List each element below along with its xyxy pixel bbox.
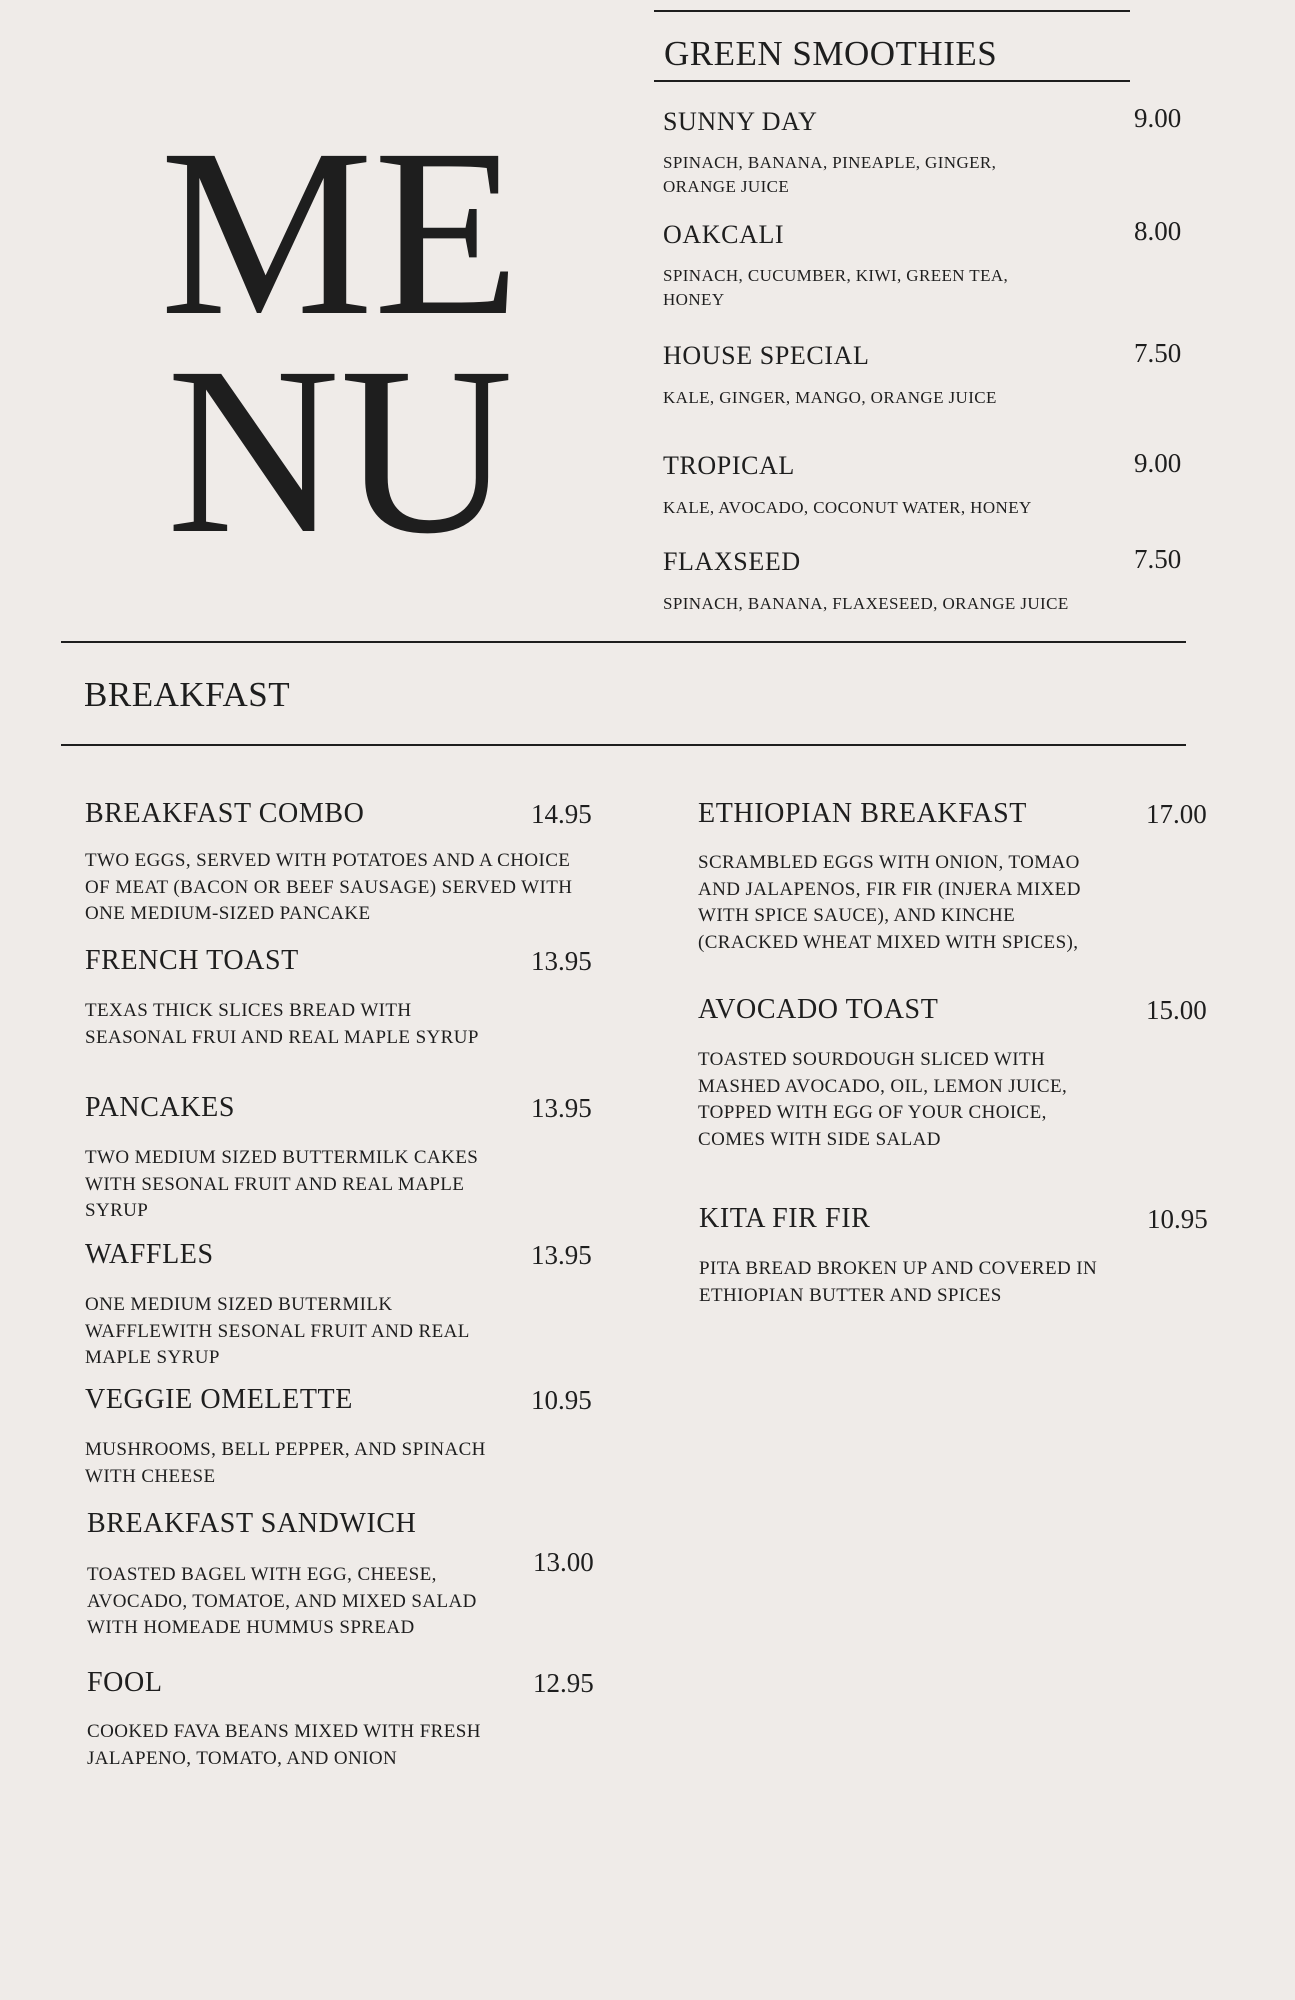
item-name: OAKCALI	[663, 220, 785, 249]
item-description: TOASTED BAGEL WITH EGG, CHEESE, AVOCADO, TOMATOE, AND MIXED SALAD WITH HOMEADE HUMMUS SPREAD	[87, 1564, 477, 1638]
item-price: 10.95	[531, 1385, 592, 1415]
item-description: SPINACH, BANANA, FLAXESEED, ORANGE JUICE	[663, 594, 1069, 613]
item-name: HOUSE SPECIAL	[663, 341, 870, 370]
item-description: PITA BREAD BROKEN UP AND COVERED IN ETHIOPIAN BUTTER AND SPICES	[699, 1258, 1098, 1306]
breakfast-title-rule	[61, 744, 1186, 746]
item-name: ETHIOPIAN BREAKFAST	[698, 798, 1027, 829]
item-description: SPINACH, BANANA, PINEAPLE, GINGER, ORANGE JUICE	[663, 153, 997, 196]
smoothies-top-rule	[654, 10, 1130, 12]
item-price: 13.95	[531, 946, 592, 976]
item-name: FOOL	[87, 1667, 163, 1698]
item-price: 8.00	[1134, 216, 1182, 246]
menu-title-line1: ME	[160, 99, 520, 365]
item-description: SCRAMBLED EGGS WITH ONION, TOMAO AND JALAPENOS, FIR FIR (INJERA MIXED WITH SPICE SAUCE), AND KINCHE (CRACKED WHEAT MIXED WITH SPICES),	[698, 852, 1081, 953]
item-description: ONE MEDIUM SIZED BUTERMILK WAFFLEWITH SESONAL FRUIT AND REAL MAPLE SYRUP	[85, 1294, 470, 1368]
item-description: TEXAS THICK SLICES BREAD WITH SEASONAL FRUI AND REAL MAPLE SYRUP	[85, 1000, 479, 1048]
item-price: 9.00	[1134, 103, 1182, 133]
breakfast-title: BREAKFAST	[84, 675, 291, 714]
item-price: 13.95	[531, 1093, 592, 1123]
item-name: KITA FIR FIR	[699, 1203, 871, 1234]
breakfast-top-rule	[61, 641, 1186, 643]
item-name: BREAKFAST SANDWICH	[87, 1508, 417, 1539]
item-name: WAFFLES	[85, 1239, 214, 1270]
item-price: 7.50	[1134, 338, 1182, 368]
item-description: TWO EGGS, SERVED WITH POTATOES AND A CHOICE OF MEAT (BACON OR BEEF SAUSAGE) SERVED WITH ONE MEDIUM-SIZED PANCAKE	[85, 850, 573, 924]
smoothies-title: GREEN SMOOTHIES	[664, 34, 998, 73]
item-price: 7.50	[1134, 544, 1182, 574]
menu-title-line2: NU	[166, 317, 514, 583]
item-price: 17.00	[1146, 799, 1207, 829]
item-description: SPINACH, CUCUMBER, KIWI, GREEN TEA, HONEY	[663, 266, 1009, 309]
item-price: 14.95	[531, 799, 592, 829]
item-description: TOASTED SOURDOUGH SLICED WITH MASHED AVOCADO, OIL, LEMON JUICE, TOPPED WITH EGG OF YOUR CHOICE, COMES WITH SIDE SALAD	[698, 1049, 1068, 1150]
item-price: 13.95	[531, 1240, 592, 1270]
item-description: TWO MEDIUM SIZED BUTTERMILK CAKES WITH SESONAL FRUIT AND REAL MAPLE SYRUP	[85, 1147, 479, 1221]
item-description: COOKED FAVA BEANS MIXED WITH FRESH JALAPENO, TOMATO, AND ONION	[87, 1721, 481, 1769]
item-name: AVOCADO TOAST	[698, 994, 939, 1025]
item-name: PANCAKES	[85, 1092, 236, 1123]
item-price: 10.95	[1147, 1204, 1208, 1234]
item-price: 15.00	[1146, 995, 1207, 1025]
smoothies-title-rule	[654, 80, 1130, 82]
item-name: VEGGIE OMELETTE	[85, 1384, 353, 1415]
item-price: 13.00	[533, 1547, 594, 1577]
item-price: 12.95	[533, 1668, 594, 1698]
item-description: MUSHROOMS, BELL PEPPER, AND SPINACH WITH CHEESE	[85, 1439, 486, 1487]
item-name: FRENCH TOAST	[85, 945, 299, 976]
item-name: SUNNY DAY	[663, 107, 818, 136]
item-price: 9.00	[1134, 448, 1182, 478]
item-description: KALE, GINGER, MANGO, ORANGE JUICE	[663, 388, 997, 407]
item-name: TROPICAL	[663, 451, 795, 480]
item-description: KALE, AVOCADO, COCONUT WATER, HONEY	[663, 498, 1032, 517]
item-name: FLAXSEED	[663, 547, 801, 576]
item-name: BREAKFAST COMBO	[85, 798, 365, 829]
